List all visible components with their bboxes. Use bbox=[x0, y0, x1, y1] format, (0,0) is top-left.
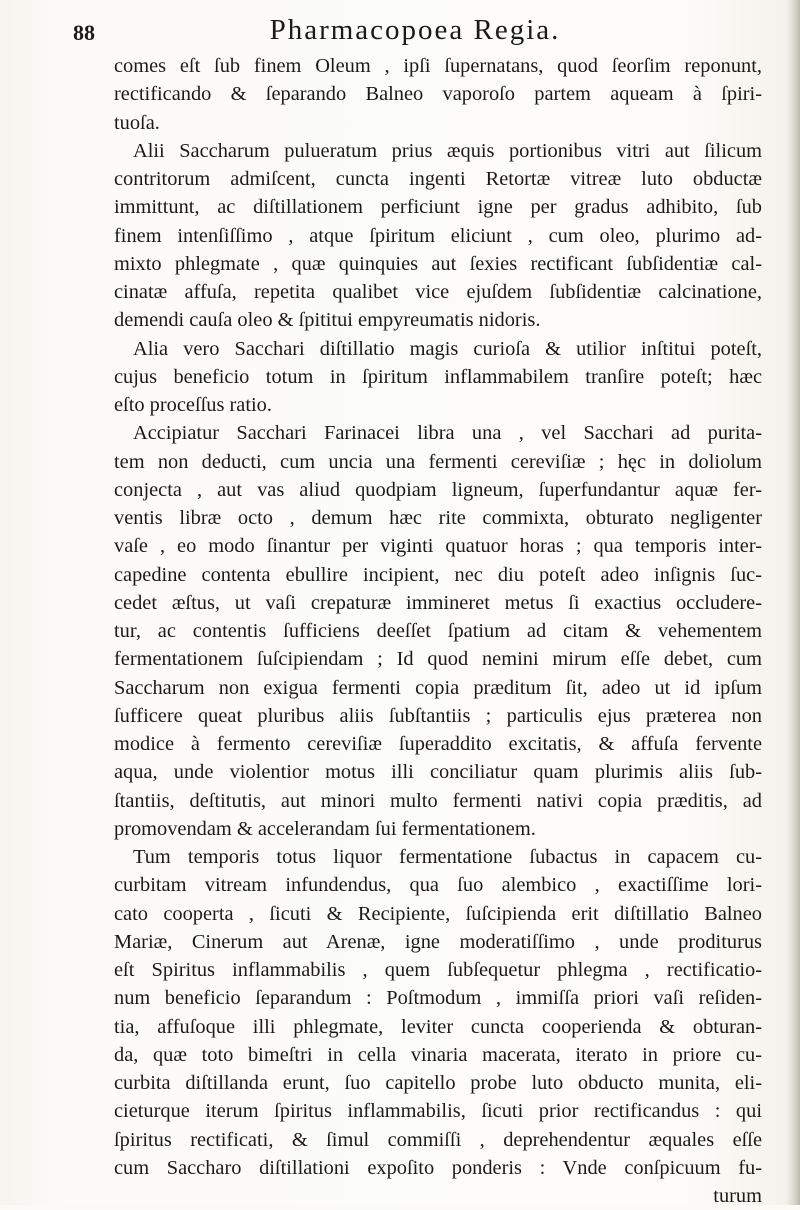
text-line: rectificando & ſeparando Balneo vaporoſo partem aqueam à ſpiri- bbox=[114, 83, 762, 106]
text-line: curbita diſtillanda erunt, ſuo capitello probe luto obducto munita, eli- bbox=[114, 1072, 762, 1094]
text-line: Saccharum non exigua fermenti copia præditum ſit, adeo ut id ipſum bbox=[114, 676, 762, 699]
text-line: turum bbox=[713, 1185, 762, 1207]
text-line: ſpiritus rectificati, & ſimul commiſſi , deprehendentur æquales eſſe bbox=[114, 1128, 762, 1151]
page-edge-shadow bbox=[786, 0, 800, 1205]
text-line: contritorum admiſcent, cuncta ingenti Retortæ vitreæ luto obductæ bbox=[114, 168, 762, 190]
text-line: Alia vero Sacchari diſtillatio magis curioſa & utilior inſtitui poteſt, bbox=[133, 337, 762, 360]
text-line: eſt Spiritus inflammabilis , quem ſubſequetur phlegma , rectificatio- bbox=[114, 959, 762, 981]
text-line: conjecta , aut vas aliud quodpiam ligneum, ſuperfundantur aquæ fer- bbox=[114, 478, 762, 501]
text-line: tia, affuſoque illi phlegmate, leviter cuncta cooperienda & obturan- bbox=[114, 1015, 762, 1038]
text-line: ſtantiis, deſtitutis, aut minori multo fermenti nativi copia præditis, ad bbox=[114, 789, 762, 812]
text-line: finem intenſiſſimo , atque ſpiritum eliciunt , cum oleo, plurimo ad- bbox=[114, 224, 762, 247]
text-line: curbitam vitream infundendus, qua ſuo alembico , exactiſſime lori- bbox=[114, 874, 762, 897]
text-line: ſufficere queat pluribus aliis ſubſtantiis ; particulis ejus præterea non bbox=[114, 704, 762, 727]
text-line: cum Saccharo diſtillationi expoſito ponderis : Vnde conſpicuum fu- bbox=[114, 1156, 762, 1179]
text-line: cato cooperta , ſicuti & Recipiente, ſuſcipienda erit diſtillatio Balneo bbox=[114, 902, 762, 925]
text-line: eſto proceſſus ratio. bbox=[114, 394, 272, 416]
text-line: demendi cauſa oleo & ſpititui empyreumatis nidoris. bbox=[114, 309, 541, 332]
text-line: Mariæ, Cinerum aut Arenæ, igne moderatiſſimo , unde proditurus bbox=[114, 930, 762, 953]
text-line: vaſe , eo modo ſinantur per viginti quatuor horas ; qua temporis inter- bbox=[114, 535, 762, 558]
text-line: num beneficio ſeparandum : Poſtmodum , immiſſa priori vaſi reſiden- bbox=[114, 987, 762, 1010]
text-line: immittunt, ac diſtillationem perficiunt igne per gradus adhibito, ſub bbox=[114, 196, 762, 219]
text-line: Tum temporis totus liquor fermentatione ſubactus in capacem cu- bbox=[133, 846, 762, 868]
text-line: cinatæ affuſa, repetita qualibet vice ejuſdem ſubſidentiæ calcinatione, bbox=[114, 281, 762, 303]
text-line: da, quæ toto bimeſtri in cella vinaria macerata, iterato in priore cu- bbox=[114, 1043, 762, 1066]
page-header bbox=[70, 10, 760, 50]
text-line: Accipiatur Sacchari Farinacei libra una , vel Sacchari ad purita- bbox=[133, 422, 762, 445]
text-line: comes eſt ſub finem Oleum , ipſi ſupernatans, quod ſeorſim reponunt, bbox=[114, 55, 762, 77]
text-line: fermentationem ſuſcipiendam ; Id quod nemini mirum eſſe debet, cum bbox=[114, 648, 762, 671]
text-line: cujus beneficio totum in ſpiritum inflammabilem tranſire poteſt; hæc bbox=[114, 365, 762, 388]
text-line: promovendam & accelerandam ſui fermentationem. bbox=[114, 817, 536, 840]
body-text bbox=[114, 52, 762, 1210]
text-line: mixto phlegmate , quæ quinquies aut ſexies rectificant ſubſidentiæ cal- bbox=[114, 252, 762, 275]
text-line: modice à fermento cereviſiæ ſuperaddito excitatis, & affuſa fervente bbox=[114, 733, 762, 755]
text-line: aqua, unde violentior motus illi conciliatur quam plurimis aliis ſub- bbox=[114, 761, 762, 784]
text-line: Alii Saccharum pulueratum prius æquis portionibus vitri aut ſilicum bbox=[133, 139, 762, 162]
text-line: capedine contenta ebullire incipient, nec diu poteſt adeo inſignis ſuc- bbox=[114, 563, 762, 586]
text-line: tur, ac contentis ſufficiens deeſſet ſpatium ad citam & vehementem bbox=[114, 620, 762, 642]
text-line: tuoſa. bbox=[114, 111, 160, 134]
running-title: Pharmacopoea Regia. bbox=[269, 14, 561, 46]
text-line: ventis libræ octo , demum hæc rite commixta, obturato negligenter bbox=[114, 507, 762, 529]
page-number: 88 bbox=[73, 20, 95, 45]
text-line: cedet æſtus, ut vaſi crepaturæ immineret metus ſi exactius occludere- bbox=[114, 591, 762, 614]
text-line: tem non deducti, cum uncia una fermenti cereviſiæ ; hęc in doliolum bbox=[114, 450, 762, 473]
text-line: cieturque iterum ſpiritus inflammabilis, ſicuti prior rectificandus : qui bbox=[114, 1100, 762, 1123]
